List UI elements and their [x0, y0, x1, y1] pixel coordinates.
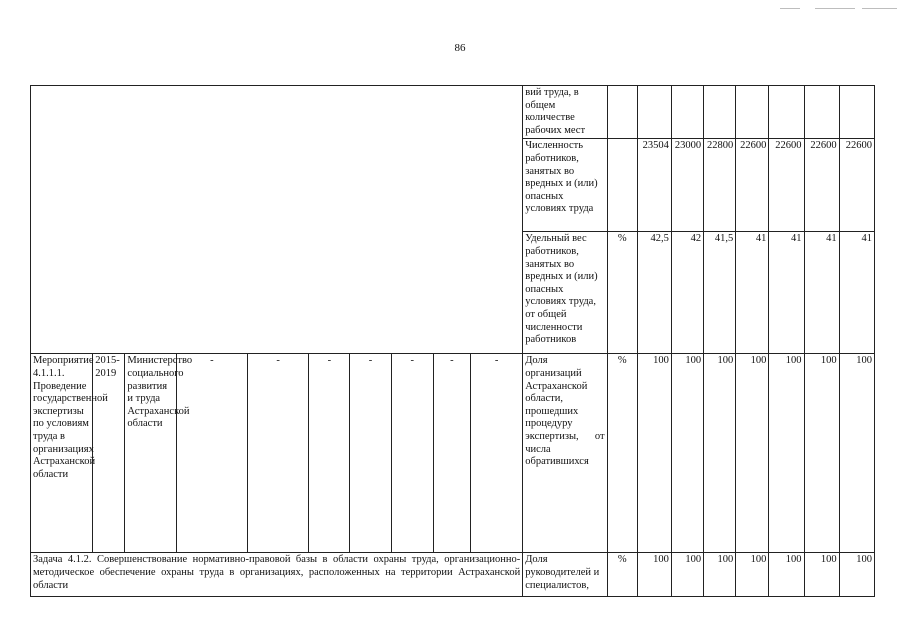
value-cell: 42,5 — [637, 232, 671, 354]
period-cell: 2015-2019 — [93, 354, 125, 553]
value-cell: 100 — [804, 354, 839, 553]
value-cell: 100 — [839, 553, 874, 597]
value-cell: 100 — [704, 553, 736, 597]
value-cell: 22600 — [769, 139, 804, 232]
executor-cell: Министерство социального развития и труда Астраханской области — [125, 354, 176, 553]
value-cell — [769, 86, 804, 139]
value-cell — [704, 86, 736, 139]
unit-cell: % — [607, 232, 637, 354]
value-cell: 42 — [671, 232, 703, 354]
value-cell: 100 — [671, 553, 703, 597]
value-cell: 100 — [637, 553, 671, 597]
value-cell: 41 — [736, 232, 769, 354]
indicator-cell: вий труда, в общем количестве рабочих мест — [523, 86, 607, 139]
value-cell: 100 — [769, 553, 804, 597]
value-cell: 100 — [804, 553, 839, 597]
scan-artifact — [780, 8, 800, 9]
value-cell: 41 — [839, 232, 874, 354]
indicator-cell: Удельный вес работников, занятых во вредных и (или) опасных условиях труда, от общей численности работников — [523, 232, 607, 354]
value-cell: 100 — [736, 354, 769, 553]
measure-cell: Мероприятие 4.1.1.1. Проведение государственной экспертизы по условиям труда в организациях Астраханской области — [31, 354, 93, 553]
unit-cell: % — [607, 354, 637, 553]
funding-cell: - — [350, 354, 391, 553]
empty-merged-cell — [31, 86, 523, 354]
value-cell — [804, 86, 839, 139]
value-cell: 100 — [671, 354, 703, 553]
table-row — [31, 354, 875, 553]
value-cell: 22600 — [736, 139, 769, 232]
value-cell: 41 — [769, 232, 804, 354]
value-cell: 100 — [704, 354, 736, 553]
funding-cell: - — [309, 354, 350, 553]
value-cell: 22600 — [804, 139, 839, 232]
page-number: 86 — [454, 42, 466, 54]
value-cell — [839, 86, 874, 139]
indicator-cell: Численность работников, занятых во вредных и (или) опасных условиях труда — [523, 139, 607, 232]
funding-cell: - — [471, 354, 523, 553]
scan-artifact — [815, 8, 855, 9]
value-cell: 41 — [804, 232, 839, 354]
funding-cell: - — [247, 354, 308, 553]
value-cell: 100 — [637, 354, 671, 553]
value-cell: 23504 — [637, 139, 671, 232]
indicator-cell: Доля организаций Астраханской области, прошедших процедуру экспертизы, от числа обратившихся — [523, 354, 607, 553]
value-cell — [671, 86, 703, 139]
data-table — [30, 85, 875, 597]
scan-artifact — [862, 8, 897, 9]
value-cell: 100 — [769, 354, 804, 553]
value-cell — [637, 86, 671, 139]
value-cell: 41,5 — [704, 232, 736, 354]
unit-cell — [607, 86, 637, 139]
value-cell: 22600 — [839, 139, 874, 232]
value-cell: 100 — [839, 354, 874, 553]
value-cell: 100 — [736, 553, 769, 597]
funding-cell: - — [176, 354, 247, 553]
funding-cell: - — [433, 354, 470, 553]
value-cell: 23000 — [671, 139, 703, 232]
unit-cell — [607, 139, 637, 232]
value-cell — [736, 86, 769, 139]
table-row — [31, 553, 875, 597]
unit-cell: % — [607, 553, 637, 597]
task-cell: Задача 4.1.2. Совершенствование нормативно-правовой базы в области охраны труда, организационно-методическое обеспечение охраны труда в организациях, расположенных на территории Астраханской области — [31, 553, 523, 597]
funding-cell: - — [391, 354, 433, 553]
value-cell: 22800 — [704, 139, 736, 232]
indicator-cell: Доля руководителей и специалистов, — [523, 553, 607, 597]
table-row — [31, 86, 875, 139]
